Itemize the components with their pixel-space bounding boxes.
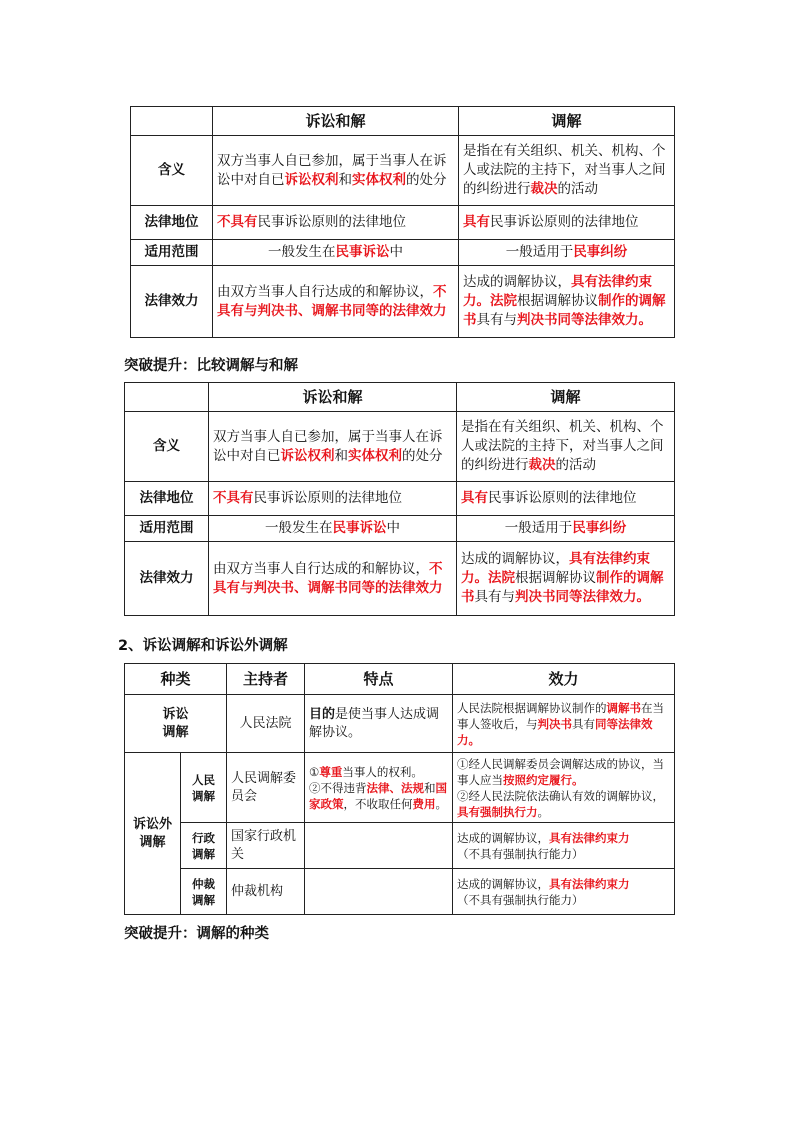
emphasis-text: 尊重 (319, 764, 343, 779)
body-text: 和 (334, 447, 348, 464)
emphasis-text: 不具有 (213, 490, 254, 506)
feature-admin-mediation (305, 823, 453, 869)
legal-status-mediation (459, 206, 675, 240)
row-label-legal-effect: 法律效力 (131, 266, 213, 338)
header-effect: 效力 (453, 664, 675, 695)
body-text: 具有与 (476, 312, 517, 328)
emphasis-text: 法院 (488, 570, 515, 586)
header-blank (125, 383, 209, 412)
emphasis-text: 具有法律约束力。 (461, 551, 650, 586)
host-court: 人民法院 (227, 695, 305, 753)
header-mediation: 调解 (459, 107, 675, 136)
emphasis-text: 具有法律约束力 (549, 830, 630, 845)
legal-status-settlement (213, 206, 459, 240)
emphasis-text: 判决书 (537, 716, 573, 731)
row-label-scope: 适用范围 (125, 516, 209, 542)
body-text: ① (309, 764, 320, 779)
emphasis-text: 民事纠纷 (572, 520, 627, 536)
body-text: 和 (424, 780, 436, 795)
legal-status-settlement (209, 482, 457, 516)
body-text: 一般适用于 (505, 244, 574, 260)
header-mediation: 调解 (457, 383, 675, 412)
body-text: 的处分 (406, 171, 447, 188)
body-text: 的活动 (555, 457, 596, 473)
comparison-table-bottom (124, 382, 675, 616)
emphasis-text: 裁决 (530, 181, 558, 197)
legal-effect-settlement (209, 542, 457, 616)
body-text: 双方当事人自已参加，属于当事人在诉讼中对自已 (213, 428, 443, 464)
heading-compare: 突破提升：比较调解与和解 (124, 358, 298, 374)
emphasis-text: 不具有 (217, 214, 258, 230)
comparison-table-top (130, 106, 675, 338)
body-text: 中 (389, 244, 403, 260)
header-blank (131, 107, 213, 136)
subkind-arbitration-mediation: 仲裁调解 (181, 869, 227, 915)
header-host: 主持者 (227, 664, 305, 695)
subkind-admin-mediation: 行政调解 (181, 823, 227, 869)
body-text: 。 (435, 796, 448, 811)
emphasis-text: 裁决 (528, 457, 556, 473)
body-text: ②经人民法院依法确认有效的调解协议， (457, 788, 665, 803)
emphasis-text: 实体权利 (352, 171, 406, 188)
legal-status-mediation (457, 482, 675, 516)
scope-settlement (209, 516, 457, 542)
body-text: 一般发生在 (265, 520, 333, 536)
body-text: 一般适用于 (504, 520, 573, 536)
row-label-meaning: 含义 (131, 136, 213, 206)
body-text: 达成的调解协议， (463, 274, 571, 290)
body-text: 达成的调解协议， (461, 551, 569, 567)
body-text: 的处分 (402, 447, 443, 464)
header-kind: 种类 (125, 664, 227, 695)
body-text: 民事诉讼原则的法律地位 (257, 214, 406, 230)
meaning-mediation (459, 136, 675, 206)
row-label-scope: 适用范围 (131, 240, 213, 266)
body-text: 当事人的权利。 (342, 764, 423, 779)
body-text: 在当事人签收后，与 (457, 700, 665, 731)
heading-section-2: 2、诉讼调解和诉讼外调解 (118, 638, 288, 654)
feature-people-mediation (305, 753, 453, 823)
emphasis-text: 具有 (461, 490, 488, 506)
subkind-people-mediation: 人民调解 (181, 753, 227, 823)
effect-litigation (453, 695, 675, 753)
legal-effect-settlement (213, 266, 459, 338)
body-text: 目的 (309, 706, 336, 722)
scope-mediation (457, 516, 675, 542)
emphasis-text: 判决书同等法律效力。 (517, 312, 652, 328)
row-label-legal-status: 法律地位 (131, 206, 213, 240)
emphasis-text: 诉讼权利 (280, 447, 335, 464)
body-text: 人民法院根据调解协议制作的 (457, 700, 607, 715)
body-text: 是指在有关组织、机关、机构、个人或法院的主持下，对当事人之间的纠纷进行 (463, 143, 666, 197)
kind-outside-mediation: 诉讼外调解 (125, 753, 181, 915)
body-text: 双方当事人自已参加，属于当事人在诉讼中对自已 (217, 152, 447, 188)
body-text: 是使当事人达成调解协议。 (309, 706, 440, 740)
body-text: 根据调解协议 (517, 293, 598, 309)
emphasis-text: 诉讼权利 (284, 171, 339, 188)
mediation-kinds-table (124, 663, 675, 915)
emphasis-text: 具有 (463, 214, 490, 230)
row-label-legal-status: 法律地位 (125, 482, 209, 516)
emphasis-text: 同等法律效力。 (457, 716, 653, 747)
body-text: （不具有强制执行能力） (457, 846, 584, 861)
body-text: 民事诉讼原则的法律地位 (488, 490, 637, 506)
emphasis-text: 具有强制执行力 (457, 804, 538, 819)
body-text: 和 (338, 171, 352, 188)
emphasis-text: 不具有与判决书、调解书同等的法律效力 (213, 560, 443, 596)
body-text: 由双方当事人自行达成的和解协议， (213, 560, 429, 577)
scope-settlement (213, 240, 459, 266)
effect-admin-mediation (453, 823, 675, 869)
emphasis-text: 国家政策 (309, 780, 448, 811)
emphasis-text: 民事纠纷 (573, 244, 628, 260)
header-litigation-settlement: 诉讼和解 (213, 107, 459, 136)
host-arbitration-body: 仲裁机构 (227, 869, 305, 915)
body-text: 一般发生在 (268, 244, 336, 260)
body-text: 具有 (572, 716, 596, 731)
emphasis-text: 费用 (412, 796, 436, 811)
effect-people-mediation (453, 753, 675, 823)
header-feature: 特点 (305, 664, 453, 695)
header-litigation-settlement: 诉讼和解 (209, 383, 457, 412)
body-text: 具有与 (474, 589, 515, 605)
body-text: ，不收取任何 (343, 796, 413, 811)
legal-effect-mediation (457, 542, 675, 616)
scope-mediation (459, 240, 675, 266)
emphasis-text: 不具有与判决书、调解书同等的法律效力 (217, 283, 447, 319)
body-text: ①经人民调解委员会调解达成的协议，当事人应当 (457, 756, 665, 787)
meaning-settlement (209, 412, 457, 482)
body-text: 。 (537, 804, 550, 819)
effect-arbitration-mediation (453, 869, 675, 915)
row-label-meaning: 含义 (125, 412, 209, 482)
body-text: 中 (386, 520, 400, 536)
emphasis-text: 具有法律约束力。 (463, 274, 652, 309)
emphasis-text: 民事诉讼 (335, 244, 390, 260)
emphasis-text: 制作的调解书 (463, 293, 666, 328)
heading-kinds: 突破提升：调解的种类 (124, 926, 269, 942)
host-people-committee: 人民调解委员会 (227, 753, 305, 823)
body-text: 达成的调解协议， (457, 876, 550, 891)
row-label-legal-effect: 法律效力 (125, 542, 209, 616)
emphasis-text: 法律、法规 (366, 780, 425, 795)
body-text: 由双方当事人自行达成的和解协议， (217, 283, 433, 300)
body-text: 是指在有关组织、机关、机构、个人或法院的主持下，对当事人之间的纠纷进行 (461, 419, 664, 473)
meaning-mediation (457, 412, 675, 482)
body-text: 根据调解协议 (515, 570, 596, 586)
emphasis-text: 制作的调解书 (461, 570, 664, 605)
emphasis-text: 实体权利 (348, 447, 402, 464)
host-admin-organ: 国家行政机关 (227, 823, 305, 869)
emphasis-text: 判决书同等法律效力。 (515, 589, 650, 605)
body-text: 达成的调解协议， (457, 830, 550, 845)
emphasis-text: 调解书 (606, 700, 642, 715)
body-text: ②不得违背 (309, 780, 367, 795)
emphasis-text: 民事诉讼 (332, 520, 387, 536)
feature-arbitration-mediation (305, 869, 453, 915)
body-text: 民事诉讼原则的法律地位 (490, 214, 639, 230)
feature-litigation (305, 695, 453, 753)
body-text: 的活动 (557, 181, 598, 197)
kind-litigation-mediation: 诉讼调解 (125, 695, 227, 753)
emphasis-text: 具有法律约束力 (549, 876, 630, 891)
emphasis-text: 法院 (490, 293, 517, 309)
emphasis-text: 按照约定履行。 (503, 772, 584, 787)
body-text: 民事诉讼原则的法律地位 (253, 490, 402, 506)
body-text: （不具有强制执行能力） (457, 892, 584, 907)
meaning-settlement (213, 136, 459, 206)
legal-effect-mediation (459, 266, 675, 338)
